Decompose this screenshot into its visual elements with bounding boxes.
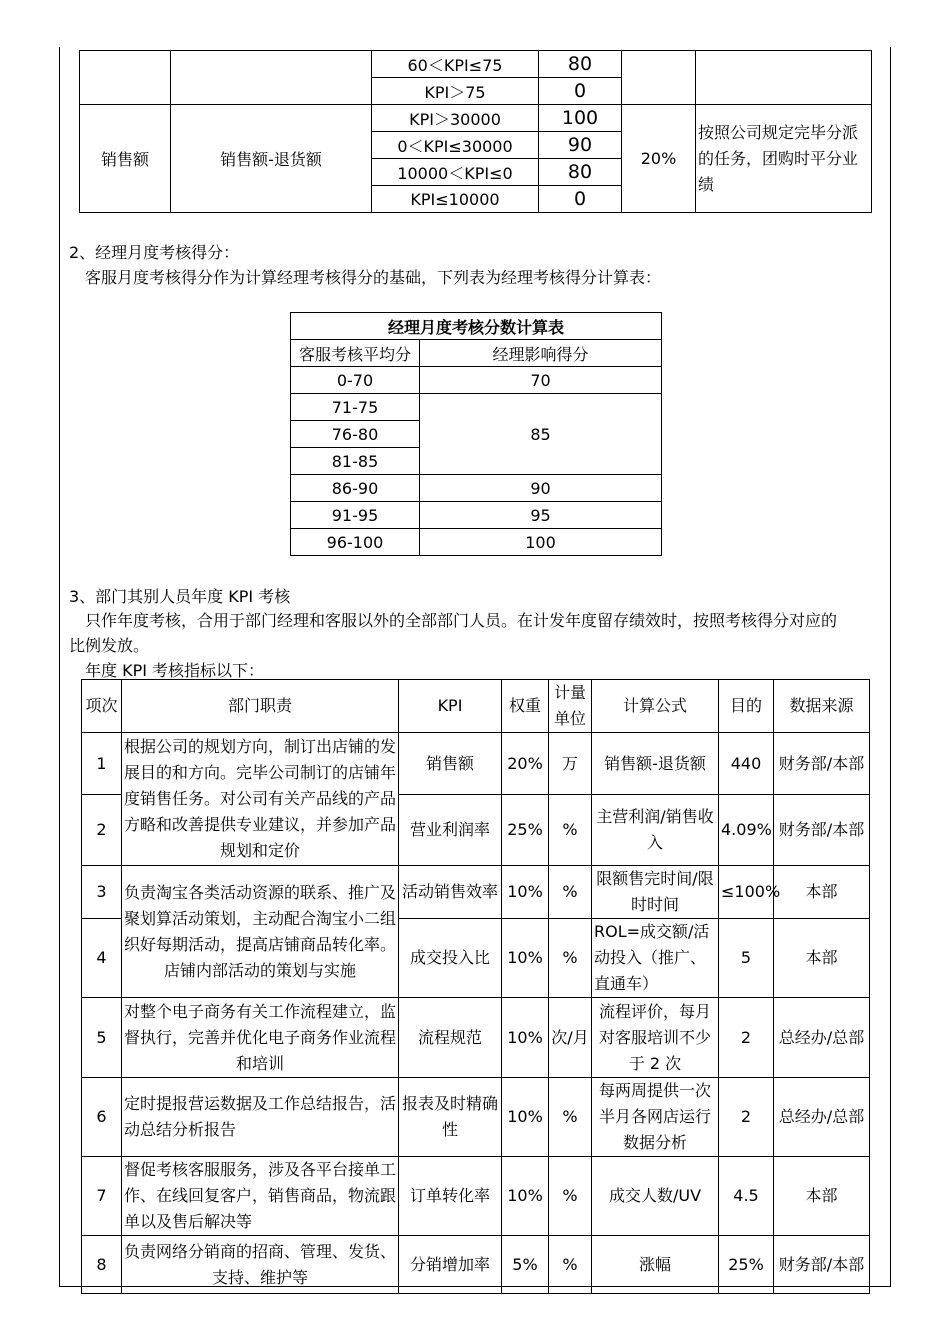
target-cell: 4.09%: [719, 795, 774, 866]
table-row: [82, 1157, 870, 1236]
table-row: [82, 1078, 870, 1157]
kpi-cell: 成交投入比: [399, 919, 502, 998]
table-row: [291, 394, 662, 421]
kpi-range: 0＜KPI≤30000: [372, 132, 539, 159]
table-title: 经理月度考核分数计算表: [291, 313, 662, 340]
kpi-cell: 订单转化率: [399, 1157, 502, 1236]
table-row: [80, 105, 872, 132]
source-cell: 总经办/总部: [774, 998, 870, 1078]
row-number: 7: [82, 1157, 122, 1236]
unit-cell: %: [549, 795, 592, 866]
section2-text: 客服月度考核得分作为计算经理考核得分的基础，下列表为经理考核得分计算表：: [85, 268, 662, 287]
table-row: [291, 529, 662, 556]
target-cell: 2: [719, 1078, 774, 1157]
row-number: 8: [82, 1236, 122, 1294]
row-number: 6: [82, 1078, 122, 1157]
column-header: 权重: [502, 680, 549, 733]
table-row: [291, 313, 662, 340]
kpi-scoring-table: [79, 50, 872, 213]
kpi-cell: 分销增加率: [399, 1236, 502, 1294]
source-cell: 本部: [774, 919, 870, 998]
score-range: 86-90: [291, 475, 420, 502]
duty-cell: 督促考核客服服务，涉及各平台接单工作、在线回复客户，销售商品，物流跟单以及售后解决等: [122, 1157, 399, 1236]
column-header: 数据来源: [774, 680, 870, 733]
unit-cell: %: [549, 1078, 592, 1157]
kpi-weight: 20%: [622, 105, 696, 213]
score-range: 0-70: [291, 367, 420, 394]
column-header: 项次: [82, 680, 122, 733]
target-cell: 25%: [719, 1236, 774, 1294]
column-header: 客服考核平均分: [291, 340, 420, 367]
kpi-item: 销售额: [80, 105, 171, 213]
unit-cell: %: [549, 919, 592, 998]
weight-cell: 10%: [502, 998, 549, 1078]
section3-heading: 3、部门其别人员年度 KPI 考核: [69, 587, 291, 606]
annual-kpi-table: [81, 679, 870, 1294]
unit-cell: %: [549, 1236, 592, 1294]
kpi-formula: 销售额-退货额: [171, 105, 372, 213]
weight-cell: 10%: [502, 1078, 549, 1157]
kpi-cell: 流程规范: [399, 998, 502, 1078]
section3-text: 比例发放。: [69, 636, 150, 655]
target-cell: ≤100%: [719, 866, 774, 919]
target-cell: 4.5: [719, 1157, 774, 1236]
formula-cell: 涨幅: [592, 1236, 719, 1294]
table-row: [291, 367, 662, 394]
weight-cell: 5%: [502, 1236, 549, 1294]
score-range: 96-100: [291, 529, 420, 556]
source-cell: 财务部/本部: [774, 733, 870, 795]
manager-score: 90: [420, 475, 662, 502]
manager-score: 100: [420, 529, 662, 556]
table-row: [291, 340, 662, 367]
manager-score: 95: [420, 502, 662, 529]
weight-cell: 10%: [502, 919, 549, 998]
target-cell: 440: [719, 733, 774, 795]
section3-text: 只作年度考核，合用于部门经理和客服以外的全部部门人员。在计发年度留存绩效时，按照考核得分对应的: [85, 611, 838, 630]
duty-cell: 定时提报营运数据及工作总结报告，活动总结分析报告: [122, 1078, 399, 1157]
score-range: 91-95: [291, 502, 420, 529]
duty-cell: 对整个电子商务有关工作流程建立，监督执行，完善并优化电子商务作业流程和培训: [122, 998, 399, 1078]
kpi-range: KPI＞30000: [372, 105, 539, 132]
score-range: 81-85: [291, 448, 420, 475]
source-cell: 总经办/总部: [774, 1078, 870, 1157]
row-number: 2: [82, 795, 122, 866]
kpi-cell: 活动销售效率: [399, 866, 502, 919]
target-cell: 2: [719, 998, 774, 1078]
source-cell: 本部: [774, 866, 870, 919]
row-number: 4: [82, 919, 122, 998]
kpi-note: 按照公司规定完毕分派的任务，团购时平分业绩: [696, 105, 872, 213]
table-row: [82, 733, 870, 795]
table-row: [82, 1236, 870, 1294]
weight-cell: 10%: [502, 866, 549, 919]
column-header: 计量单位: [549, 680, 592, 733]
section2-heading: 2、经理月度考核得分：: [69, 243, 240, 262]
kpi-cell: 销售额: [399, 733, 502, 795]
unit-cell: %: [549, 1157, 592, 1236]
source-cell: 财务部/本部: [774, 1236, 870, 1294]
table-header-row: [82, 680, 870, 733]
formula-cell: ROL=成交额/活动投入（推广、直通车）: [592, 919, 719, 998]
kpi-score: 100: [539, 105, 622, 132]
manager-score: 85: [420, 394, 662, 475]
weight-cell: 20%: [502, 733, 549, 795]
score-range: 76-80: [291, 421, 420, 448]
weight-cell: 10%: [502, 1157, 549, 1236]
duty-cell: 负责网络分销商的招商、管理、发货、支持、维护等: [122, 1236, 399, 1294]
kpi-cell: 报表及时精确性: [399, 1078, 502, 1157]
column-header: 经理影响得分: [420, 340, 662, 367]
unit-cell: 万: [549, 733, 592, 795]
weight-cell: 25%: [502, 795, 549, 866]
table-row: [82, 998, 870, 1078]
row-number: 1: [82, 733, 122, 795]
kpi-score: 80: [539, 159, 622, 186]
column-header: 计算公式: [592, 680, 719, 733]
manager-score-table: [290, 312, 662, 556]
formula-cell: 销售额-退货额: [592, 733, 719, 795]
row-number: 5: [82, 998, 122, 1078]
target-cell: 5: [719, 919, 774, 998]
source-cell: 财务部/本部: [774, 795, 870, 866]
score-range: 71-75: [291, 394, 420, 421]
source-cell: 本部: [774, 1157, 870, 1236]
kpi-score: 80: [539, 51, 622, 78]
duty-cell: 负责淘宝各类活动资源的联系、推广及聚划算活动策划，主动配合淘宝小二组织好每期活动，提高店铺商品转化率。店铺内部活动的策划与实施: [122, 866, 399, 998]
kpi-range: KPI＞75: [372, 78, 539, 105]
duty-cell: 根据公司的规划方向，制订出店铺的发展目的和方向。完毕公司制订的店铺年度销售任务。对公司有关产品线的产品方略和改善提供专业建议，并参加产品规划和定价: [122, 733, 399, 866]
kpi-score: 0: [539, 78, 622, 105]
kpi-cell: 营业利润率: [399, 795, 502, 866]
formula-cell: 成交人数/UV: [592, 1157, 719, 1236]
table-row: [291, 475, 662, 502]
table-row: [291, 502, 662, 529]
formula-cell: 每两周提供一次半月各网店运行数据分析: [592, 1078, 719, 1157]
unit-cell: %: [549, 866, 592, 919]
column-header: KPI: [399, 680, 502, 733]
column-header: 目的: [719, 680, 774, 733]
column-header: 部门职责: [122, 680, 399, 733]
section3-text: 年度 KPI 考核指标以下：: [85, 661, 265, 680]
kpi-range: 60＜KPI≤75: [372, 51, 539, 78]
kpi-range: KPI≤10000: [372, 186, 539, 213]
formula-cell: 主营利润/销售收入: [592, 795, 719, 866]
table-row: [82, 866, 870, 919]
manager-score: 70: [420, 367, 662, 394]
unit-cell: 次/月: [549, 998, 592, 1078]
row-number: 3: [82, 866, 122, 919]
kpi-range: 10000＜KPI≤0: [372, 159, 539, 186]
formula-cell: 限额售完时间/限时时间: [592, 866, 719, 919]
formula-cell: 流程评价，每月对客服培训不少于 2 次: [592, 998, 719, 1078]
kpi-score: 0: [539, 186, 622, 213]
kpi-score: 90: [539, 132, 622, 159]
table-row: [80, 51, 872, 78]
